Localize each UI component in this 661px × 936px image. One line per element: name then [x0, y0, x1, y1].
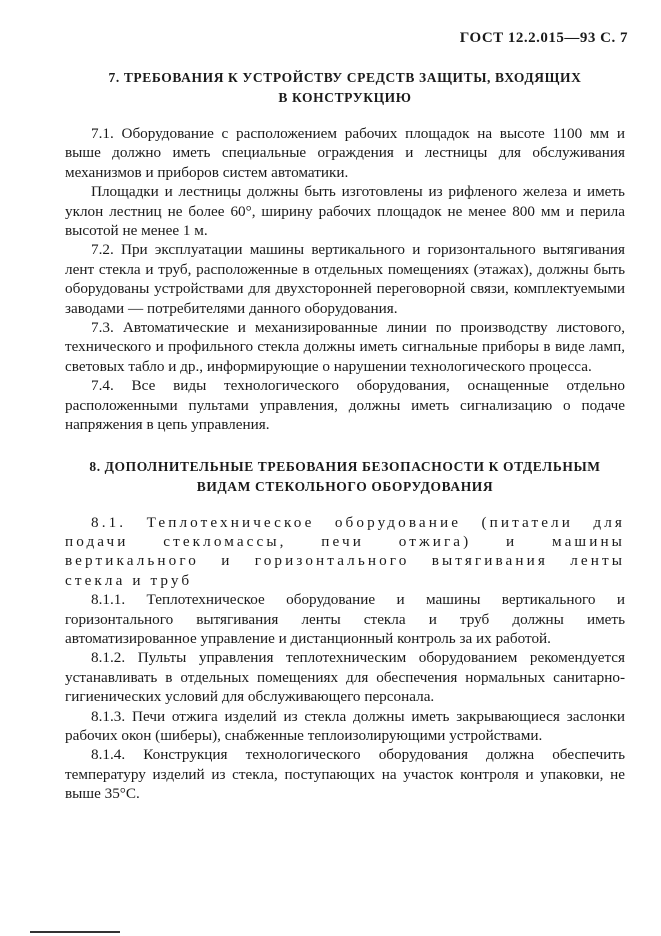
page-content: [65, 68, 625, 804]
paragraph-7-4: 7.4. Все виды технологического оборудования, оснащенные отдельно расположенными пультами управления, должны иметь сигнализацию о подаче напряжения в цепь управления.: [65, 377, 625, 434]
section-7-title-line2: В КОНСТРУКЦИЮ: [278, 90, 412, 105]
paragraph-7-1-cont: Площадки и лестницы должны быть изготовлены из рифленого железа и иметь уклон лестниц не более 60°, ширину рабочих площадок не менее 800 мм и перила высотой не менее 1 м.: [65, 183, 625, 240]
page-header-doc-ref: ГОСТ 12.2.015—93 С. 7: [459, 30, 628, 46]
paragraph-7-1: 7.1. Оборудование с расположением рабочих площадок на высоте 1100 мм и выше должно иметь специальные ограждения и лестницы для обслуживания механизмов и приборов систем автоматики.: [65, 125, 625, 181]
section-7-title: [65, 68, 625, 108]
paragraph-7-3: 7.3. Автоматические и механизированные линии по производству листового, технического и профильного стекла должны иметь сигнальные приборы в виде ламп, световых табло и др., информирующие о нарушении технологического процесса.: [65, 319, 625, 375]
section-7-title-line1: 7. ТРЕБОВАНИЯ К УСТРОЙСТВУ СРЕДСТВ ЗАЩИТЫ, ВХОДЯЩИХ: [108, 70, 582, 85]
paragraph-8-1-2: 8.1.2. Пульты управления теплотехническим оборудованием рекомендуется устанавливать в отдельных помещениях для обеспечения нормальных санитарно-гигиенических условий для обслуживающего персонала.: [65, 649, 625, 706]
section-8-title-line2: ВИДАМ СТЕКОЛЬНОГО ОБОРУДОВАНИЯ: [196, 478, 494, 494]
footer-rule: [30, 931, 120, 933]
section-8-title-line1: 8. ДОПОЛНИТЕЛЬНЫЕ ТРЕБОВАНИЯ БЕЗОПАСНОСТИ К ОТДЕЛЬНЫМ: [89, 458, 601, 474]
paragraph-8-1-1: 8.1.1. Теплотехническое оборудование и машины вертикального и горизонтального вытягивания ленты стекла и труб должны иметь автоматизированное управление и дистанционный контроль за их работой.: [65, 591, 625, 647]
subheading-8-1: 8.1. Теплотехническое оборудование (питатели для подачи стекломассы, печи отжига) и машины вертикального и горизонтального вытягивания ленты стекла и труб: [65, 513, 625, 589]
paragraph-7-2: 7.2. При эксплуатации машины вертикального и горизонтального вытягивания лент стекла и труб, расположенные в отдельных помещениях (этажах), должны быть оборудованы устройствами для двухсторонней переговорной связи, комплектуемыми заводами — потребителями данного оборудования.: [65, 241, 625, 317]
section-8-title: [65, 457, 625, 497]
paragraph-8-1-4: 8.1.4. Конструкция технологического оборудования должна обеспечить температуру изделий из стекла, поступающих на участок контроля и упаковки, не выше 35°С.: [65, 746, 625, 803]
paragraph-8-1-3: 8.1.3. Печи отжига изделий из стекла должны иметь закрывающиеся заслонки рабочих окон (шиберы), снабженные теплоизолирующими устройствами.: [65, 707, 625, 744]
